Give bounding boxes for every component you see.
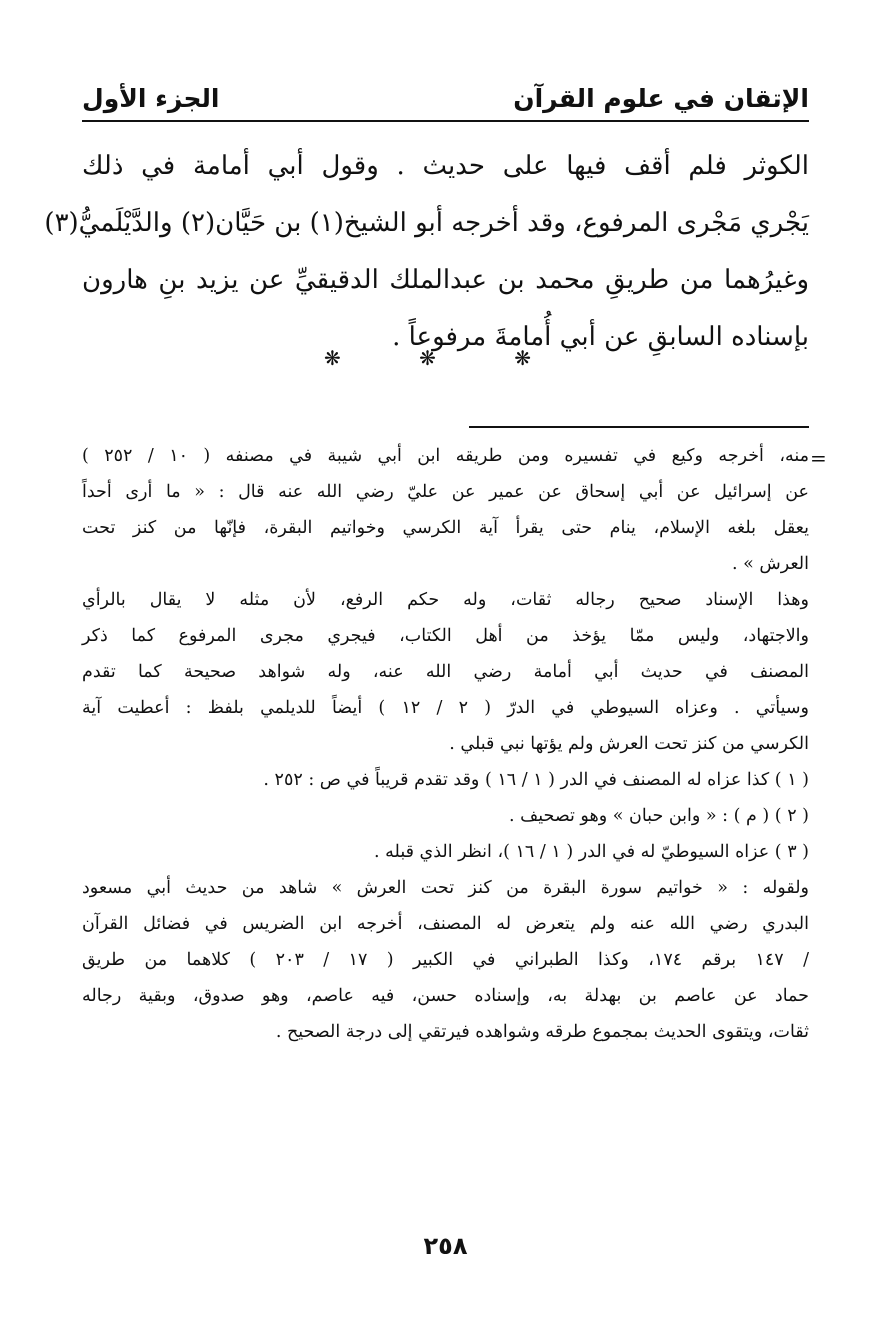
- footnote-line: عن إسرائيل عن أبي إسحاق عن عمير عن عليّ رضي الله عنه قال : « ما أرى أحداً: [82, 482, 809, 502]
- footnote-line: منه، أخرجه وكيع في تفسيره ومن طريقه ابن أبي شيبة في مصنفه ( ١٠ / ٢٥٢ ): [82, 446, 810, 466]
- running-head: [82, 76, 809, 116]
- footnote-line: والاجتهاد، وليس ممّا يؤخذ من أهل الكتاب، فيجري مجرى المرفوع كما ذكر: [82, 626, 809, 646]
- footnote-2: ( ٢ ) ( م ) : « وابن حبان » وهو تصحيف .: [509, 806, 809, 826]
- footnote-line: الكرسي من كنز تحت العرش ولم يؤتها نبي قبلي .: [449, 734, 809, 754]
- footnote-line: يعقل بلغه الإسلام، ينام حتى يقرأ آية الكرسي وخواتيم البقرة، فإنّها من كنز تحت: [82, 518, 809, 538]
- main-text: [44, 138, 809, 366]
- footnote-line: ولقوله : « خواتيم سورة البقرة من كنز تحت العرش » شاهد من حديث أبي مسعود: [82, 878, 809, 898]
- body-line: الكوثر فلم أقف فيها على حديث . وقول أبي أمامة في ذلك: [82, 151, 809, 181]
- footnote-line: وسيأتي . وعزاه السيوطي في الدرّ ( ٢ / ١٢ ) أيضاً للديلمي بلفظ : أعطيت آية: [82, 698, 809, 718]
- footnotes: [82, 438, 809, 1050]
- header-rule: [82, 120, 809, 122]
- page-number: ٢٥٨: [423, 1232, 468, 1260]
- body-line: بإسناده السابقِ عن أبي أُمامةَ مرفوعاً .: [392, 322, 809, 352]
- footnote-1: ( ١ ) كذا عزاه له المصنف في الدر ( ١ / ١٦ ) وقد تقدم قريباً في ص : ٢٥٢ .: [263, 770, 809, 790]
- footnote-3: ( ٣ ) عزاه السيوطيّ له في الدر ( ١ / ١٦ )، انظر الذي قبله .: [374, 842, 809, 862]
- footnote-line: وهذا الإسناد صحيح رجاله ثقات، وله حكم الرفع، لأن مثله لا يقال بالرأي: [82, 590, 809, 610]
- body-line: وغيرُهما من طريقِ محمد بن عبدالملك الدقيقيِّ عن يزيد بنِ هارون: [82, 265, 809, 295]
- continuation-mark: =: [810, 446, 827, 470]
- body-line: يَجْري مَجْرى المرفوع، وقد أخرجه أبو الشيخ(١) بن حَيَّان(٢) والدَّيْلَميُّ(٣): [44, 208, 809, 238]
- footnote-line: حماد عن عاصم بن بهدلة به، وإسناده حسن، فيه عاصم، وهو صدوق، وبقية رجاله: [82, 986, 809, 1006]
- footnote-line: البدري رضي الله عنه ولم يتعرض له المصنف، أخرجه ابن الضريس في فضائل القرآن: [82, 914, 809, 934]
- footnote-line: / ١٤٧ برقم ١٧٤، وكذا الطبراني في الكبير ( ١٧ / ٢٠٣ ) كلاهما من طريق: [82, 950, 809, 970]
- footnote-line: العرش » .: [731, 554, 809, 574]
- footnote-line: ثقات، ويتقوى الحديث بمجموع طرقه وشواهده فيرتقي إلى درجة الصحيح .: [275, 1022, 809, 1042]
- footnote-rule: [469, 426, 809, 428]
- footnote-line: المصنف في حديث أبي أمامة رضي الله عنه، وله شواهد صحيحة كما تقدم: [82, 662, 809, 682]
- volume-label: الجزء الأول: [82, 84, 220, 113]
- book-title: الإتقان في علوم القرآن: [513, 84, 809, 113]
- section-separator: ❋ ❋ ❋: [324, 346, 567, 370]
